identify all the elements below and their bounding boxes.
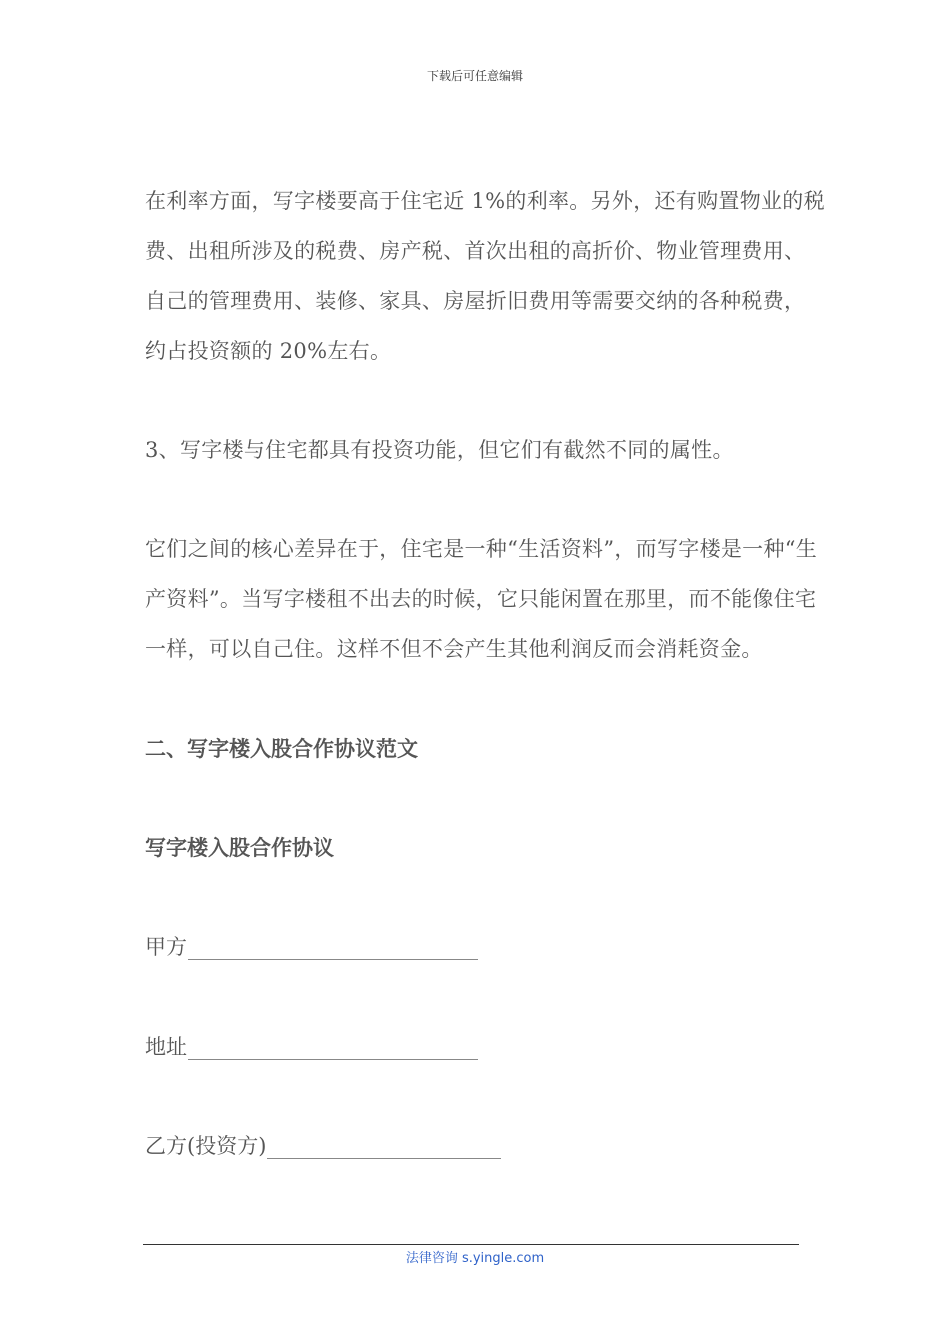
footer-link[interactable]: 法律咨询 s.yingle.com: [405, 1251, 545, 1266]
party-a-blank: [188, 939, 478, 960]
party-b-blank: [267, 1138, 501, 1159]
section-heading: 二、写字楼入股合作协议范文: [145, 737, 418, 761]
header-note: 下载后可任意编辑: [426, 69, 523, 83]
party-a-field: [145, 922, 478, 972]
footer-divider: [143, 1244, 799, 1245]
paragraph-core-difference: 它们之间的核心差异在于，住宅是一种“生活资料”，而写字楼是一种“生产资料”。当写字楼租不出去的时候，它只能闲置在那里，而不能像住宅一样，可以自己住。这样不但不会产生其他利润反而会消耗资金。: [145, 537, 818, 661]
address-field: [145, 1022, 478, 1072]
paragraph-interest-rate: 在利率方面，写字楼要高于住宅近 1%的利率。另外，还有购置物业的税费、出租所涉及的税费、房产税、首次出租的高折价、物业管理费用、自己的管理费用、装修、家具、房屋折旧费用等需要交纳的各种税费，约占投资额的 20%左右。: [145, 189, 825, 363]
party-b-label: 乙方(投资方): [145, 1134, 267, 1158]
address-blank: [188, 1039, 478, 1060]
agreement-title: 写字楼入股合作协议: [145, 836, 334, 860]
party-b-field: [145, 1121, 501, 1171]
party-a-label: 甲方: [145, 935, 187, 959]
address-label: 地址: [145, 1035, 187, 1059]
paragraph-investment-function: 3、写字楼与住宅都具有投资功能，但它们有截然不同的属性。: [145, 438, 734, 462]
